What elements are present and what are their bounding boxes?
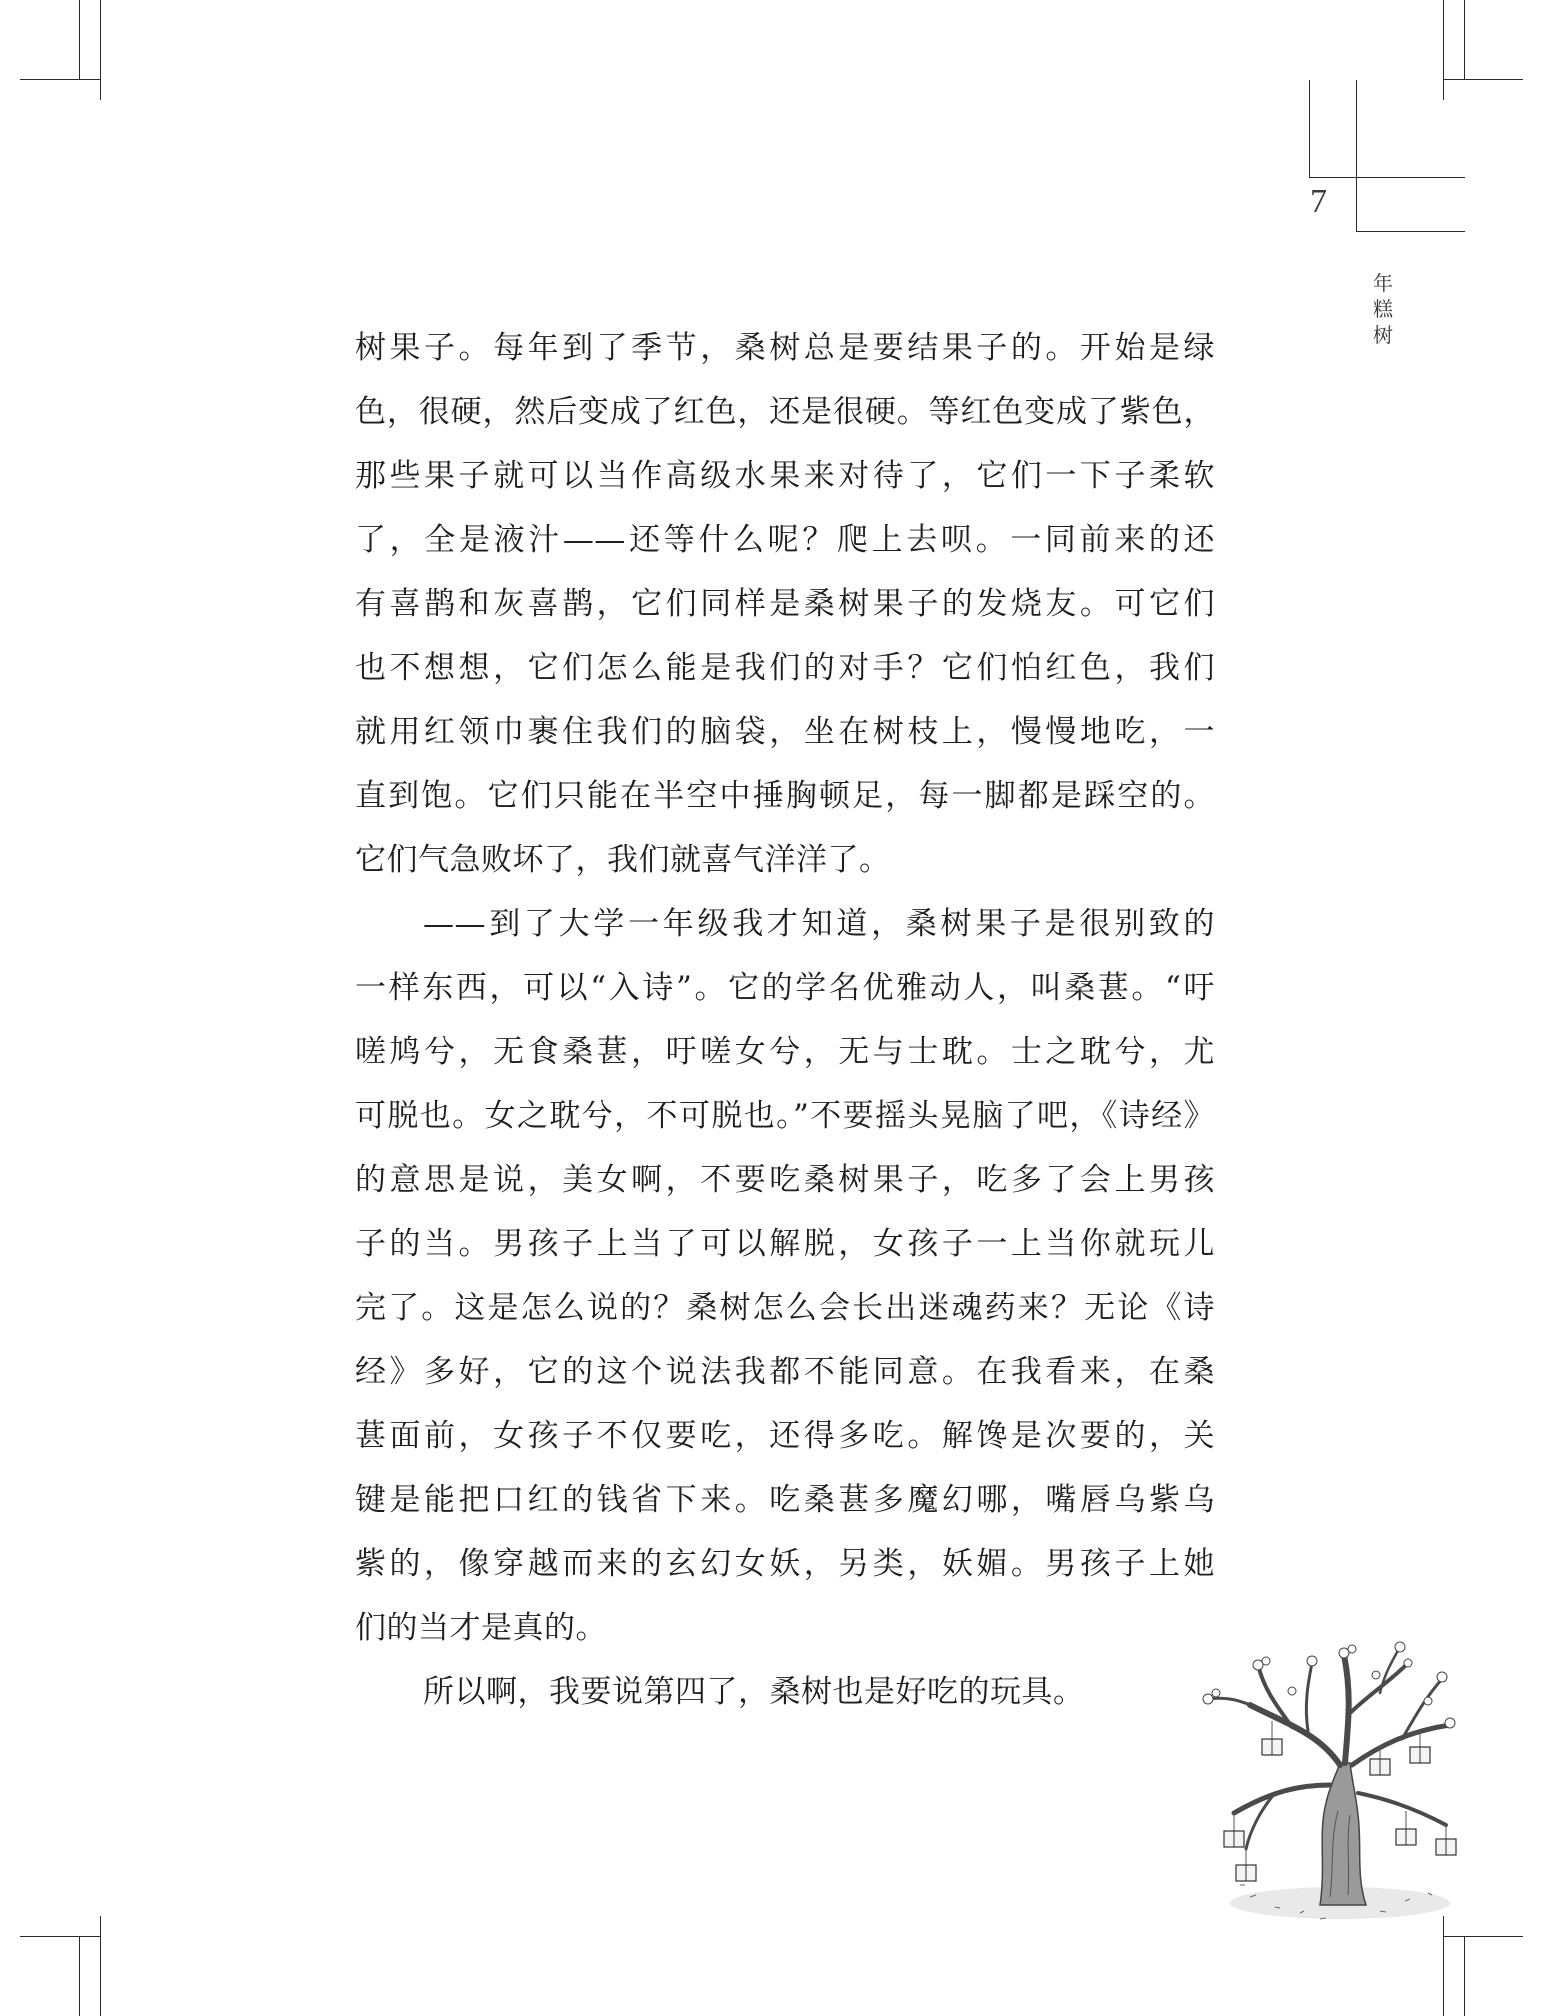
text-line: 那些果子就可以当作高级水果来对待了，它们一下子柔软 bbox=[355, 458, 1215, 494]
text-line: 完了。这是怎么说的？桑树怎么会长出迷魂药来？无论《诗 bbox=[355, 1290, 1215, 1326]
crop-mark bbox=[100, 0, 101, 100]
text-line: 键是能把口红的钱省下来。吃桑葚多魔幻哪，嘴唇乌紫乌 bbox=[355, 1482, 1215, 1518]
text-line: 的意思是说，美女啊，不要吃桑树果子，吃多了会上男孩 bbox=[355, 1162, 1215, 1198]
text-line: 有喜鹊和灰喜鹊，它们同样是桑树果子的发烧友。可它们 bbox=[355, 586, 1215, 622]
page-number: 7 bbox=[1310, 183, 1327, 220]
header-rule bbox=[1356, 231, 1465, 232]
crop-mark bbox=[1464, 0, 1465, 80]
text-line: 直到饱。它们只能在半空中捶胸顿足，每一脚都是踩空的。 bbox=[355, 778, 1215, 814]
text-line: 树果子。每年到了季节，桑树总是要结果子的。开始是绿 bbox=[355, 330, 1215, 366]
crop-mark bbox=[20, 79, 100, 80]
text-line: 色，很硬，然后变成了红色，还是很硬。等红色变成了紫色， bbox=[355, 394, 1215, 430]
text-line: ——到了大学一年级我才知道，桑树果子是很别致的 bbox=[423, 906, 1215, 942]
crop-mark bbox=[20, 1936, 100, 1937]
text-line: 紫的，像穿越而来的玄幻女妖，另类，妖媚。男孩子上她 bbox=[355, 1546, 1215, 1582]
text-line: 可脱也。女之耽兮，不可脱也。”不要摇头晃脑了吧，《诗经》 bbox=[355, 1098, 1215, 1134]
text-line: 所以啊，我要说第四了，桑树也是好吃的玩具。 bbox=[423, 1674, 1085, 1710]
header-rule bbox=[1309, 177, 1465, 178]
crop-mark bbox=[1443, 0, 1444, 100]
text-line: 葚面前，女孩子不仅要吃，还得多吃。解馋是次要的，关 bbox=[355, 1418, 1215, 1454]
text-line: 它们气急败坏了，我们就喜气洋洋了。 bbox=[355, 842, 891, 878]
header-rule bbox=[1356, 80, 1357, 232]
header-rule bbox=[1309, 80, 1310, 178]
crop-mark bbox=[1464, 1936, 1465, 2016]
crop-mark bbox=[1443, 1936, 1523, 1937]
body-text bbox=[355, 316, 1215, 1724]
text-line: 就用红领巾裹住我们的脑袋，坐在树枝上，慢慢地吃，一 bbox=[355, 714, 1215, 750]
text-line: 们的当才是真的。 bbox=[355, 1610, 607, 1646]
text-line: 了，全是液汁——还等什么呢？爬上去呗。一同前来的还 bbox=[355, 522, 1215, 558]
crop-mark bbox=[100, 1916, 101, 2016]
crop-mark bbox=[79, 1936, 80, 2016]
gift-tree-icon bbox=[1180, 1635, 1480, 1935]
text-line: 经》多好，它的这个说法我都不能同意。在我看来，在桑 bbox=[355, 1354, 1215, 1390]
text-line: 一样东西，可以“入诗”。它的学名优雅动人，叫桑葚。“吁 bbox=[355, 970, 1215, 1006]
crop-mark bbox=[1443, 79, 1523, 80]
text-line: 也不想想，它们怎么能是我们的对手？它们怕红色，我们 bbox=[355, 650, 1215, 686]
text-line: 子的当。男孩子上当了可以解脱，女孩子一上当你就玩儿 bbox=[355, 1226, 1215, 1262]
crop-mark bbox=[79, 0, 80, 80]
running-title: 年糕树 bbox=[1373, 271, 1393, 347]
text-line: 嗟鸠兮，无食桑葚，吁嗟女兮，无与士耽。士之耽兮，尤 bbox=[355, 1034, 1215, 1070]
